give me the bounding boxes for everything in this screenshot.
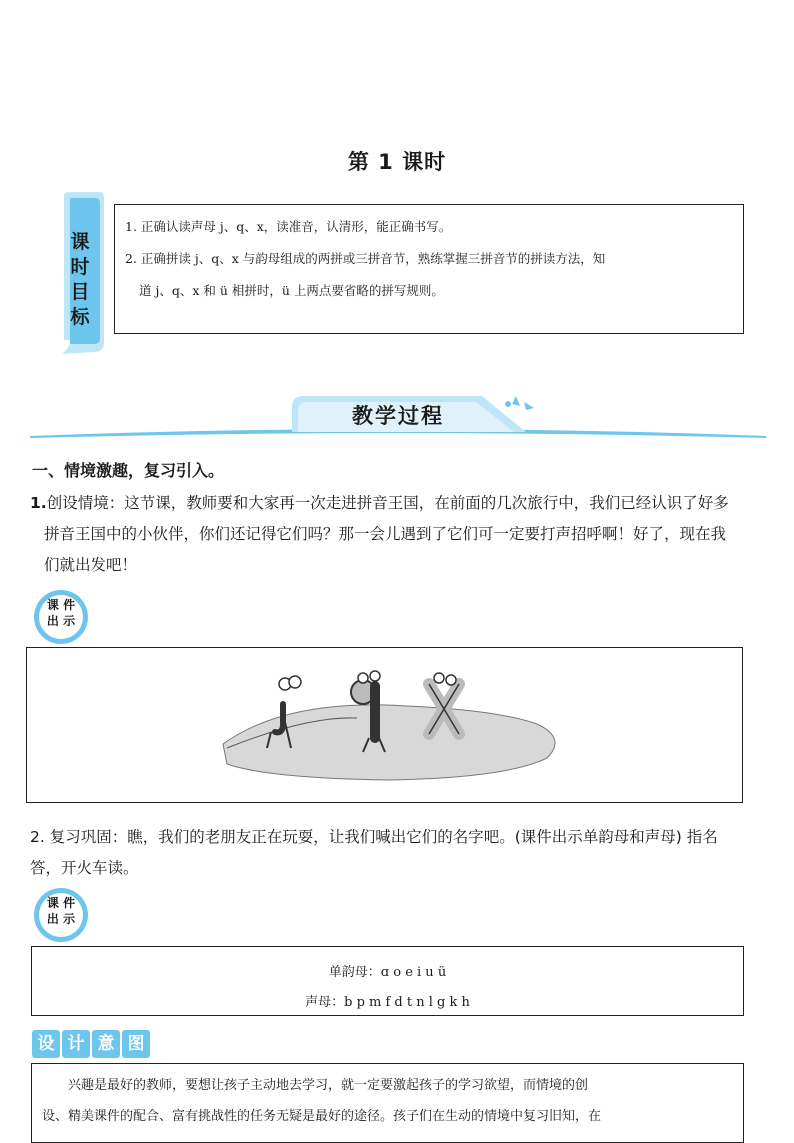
single-finals-line: 单韵母：ɑ o e i u ü [328, 965, 447, 980]
section-heading: 一、情境激趣，复习引入。 [32, 461, 225, 480]
step-1-paragraph: 1.创设情境：这节课，教师要和大家再一次走进拼音王国，在前面的几次旅行中，我们已经认识了好多 拼音王国中的小伙伴，你们还记得它们吗？那一会儿遇到了它们可一定要打声招呼啊！好了，现在我 们就出发吧！ [30, 494, 729, 574]
courseware-illustration-frame [26, 647, 743, 803]
design-intent-box: 兴趣是最好的教师，要想让孩子主动地去学习，就一定要激起孩子的学习欲望，而情境的创 设、精美课件的配合、富有挑战性的任务无疑是最好的途径。孩子们在生动的情境中复习旧知，在 [31, 1063, 744, 1143]
objective-item: 道 j、q、x 和 ü 相拼时，ü 上两点要省略的拼写规则。 [139, 283, 444, 298]
objectives-box [114, 204, 744, 334]
design-intent-label: 设 计 意 图 [32, 1030, 152, 1060]
step-2-paragraph: 2. 复习巩固：瞧，我们的老朋友正在玩耍，让我们喊出它们的名字吧。(课件出示单韵母和声母) 指名 答，开火车读。 [30, 828, 718, 877]
initials-line: 声母：b p m f d t n l g k h [305, 995, 470, 1010]
letters-jqx-illustration [27, 648, 742, 802]
objective-item: 2. 正确拼读 j、q、x 与韵母组成的两拼或三拼音节，熟练掌握三拼音节的拼读方法，知 [125, 251, 606, 266]
objective-item: 1. 正确认读声母 j、q、x，读准音，认清形，能正确书写。 [125, 219, 452, 234]
lesson-title: 第 1 课时 [347, 150, 447, 174]
courseware-badge-label: 课 件 出 示 [46, 598, 76, 628]
courseware-badge-label: 课 件 出 示 [46, 896, 76, 926]
banner-label: 教学过程 [352, 404, 444, 428]
objectives-tab-label: 课 时 目 标 [70, 231, 90, 328]
courseware-content-box [31, 946, 744, 1016]
